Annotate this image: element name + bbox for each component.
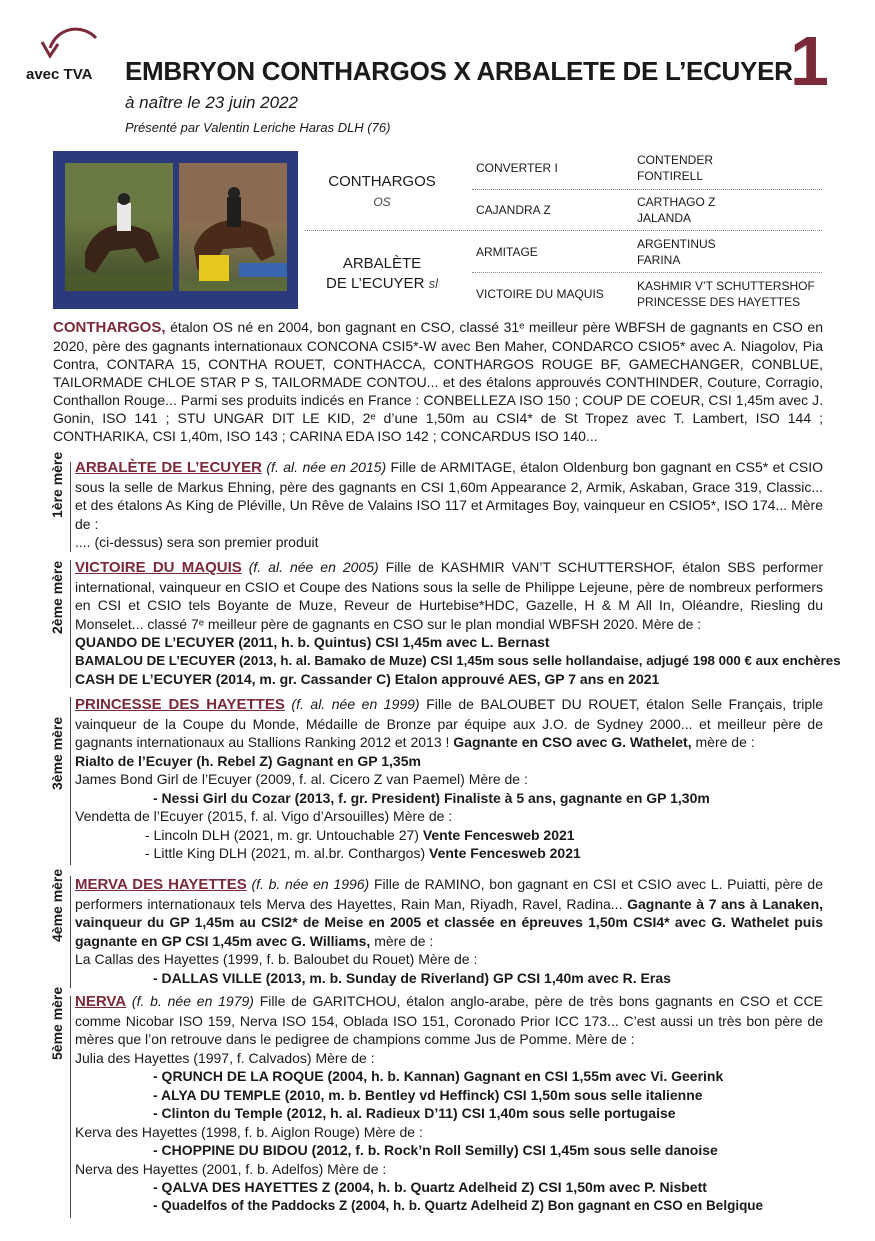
pedigree-g3-8: PRINCESSE DES HAYETTES (637, 295, 801, 309)
section-divider (70, 462, 71, 552)
mother-section-4: MERVA DES HAYETTES (f. b. née en 1996) Fille de RAMINO, bon gagnant en CSI et CSIO avec L. Puiatti, père de performers internationaux tels Merva des Hayettes, Rain Man, Riyadh, Ravel, Radina... Gagnante à 7 ans à Lanaken, vainqueur du GP 1,45m au CSI2* de Meise en 2005 et classée en épreuves 1,50m CSI4* avec G. Wathelet puis gagnante en GP CSI 1,45m avec G. Williams, mère de : La Callas des Hayettes (1999, f. b. Baloubet du Rouet) Mère de : - DALLAS VILLE (2013, m. b. Sunday de Riverland) GP CSI 1,40m avec R. Eras (75, 876, 824, 986)
section-divider (70, 876, 71, 988)
tva-label: avec TVA (26, 66, 93, 83)
photo-frame (53, 151, 298, 309)
pedigree-dam-line2: DE L’ECUYER sl (326, 275, 438, 292)
pedigree-sire-breed: OS (373, 195, 391, 209)
pedigree-g2-2: CAJANDRA Z (476, 203, 551, 217)
pedigree-g3-4: JALANDA (637, 211, 692, 225)
pedigree-g3-7: KASHMIR V’T SCHUTTERSHOF (637, 279, 815, 293)
mother-label-4: 4ème mère (49, 868, 65, 942)
pedigree-g3-3: CARTHAGO Z (637, 195, 716, 209)
presenter: Présenté par Valentin Leriche Haras DLH (76) (125, 120, 391, 135)
pedigree-g3-2: FONTIRELL (637, 169, 704, 183)
section-divider (70, 560, 71, 688)
pedigree-g3-5: ARGENTINUS (637, 237, 716, 251)
horse-photo-1 (65, 163, 173, 291)
pedigree-sire: CONTHARGOS (328, 173, 436, 190)
mother-label-1: 1ère mère (49, 451, 65, 518)
pedigree-divider (472, 189, 822, 190)
pedigree-g2-4: VICTOIRE DU MAQUIS (476, 287, 604, 301)
pedigree-divider (305, 230, 822, 231)
mother-label-3: 3ème mère (49, 716, 65, 790)
pedigree-divider (472, 272, 822, 273)
section-divider (70, 697, 71, 865)
page-title: EMBRYON CONTHARGOS X ARBALETE DE L’ECUYER (125, 56, 793, 86)
pedigree-g3-6: FARINA (637, 253, 681, 267)
pedigree-g3-1: CONTENDER (637, 153, 714, 167)
lot-number: 1 (790, 22, 829, 100)
sire-description: CONTHARGOS, étalon OS né en 2004, bon gagnant en CSO, classé 31ᵉ meilleur père WBFSH de gagnants en CSO en 2020, père des gagnants internationaux CONCONA CSI5*-W avec Ben Maher, CONDARCO CSIO5* avec A. Niagolov, Pia Contra, CONTARA 15, CONTHA ROUET, CONTHACCA, CONTHARGOS ROUGE BF, GAMECHANGER, CONBLUE, TAILORMADE CHLOE STAR P S, TAILORMADE CONTOU... et des étalons approuvés CONTHINDER, Couture, Corragio, Conthallon Rouge... Parmi ses produits indicés en France : CONBELLEZA ISO 150 ; COUP DE COEUR, CSI 1,45m avec J. Gonin, ISO 141 ; STU UNGAR DIT LE KID, 2ᵉ d’une 1,50m au CSI4* de St Tropez avec T. Lambert, ISO 144 ; CONTHARIKA, CSI 1,40m, ISO 143 ; CARINA EDA ISO 142 ; CONCARDUS ISO 140... (53, 319, 823, 444)
mother-section-5: NERVA (f. b. née en 1979) Fille de GARITCHOU, étalon anglo-arabe, père de très bons gagnants en CSO et CCE comme Nicobar ISO 159, Nerva ISO 154, Oblada ISO 151, Coronado Prior ICC 173... C’est aussi un très bon père de mères que l’on retrouve dans le pedigree de champions comme Jus de Pomme. Mère de : Julia des Hayettes (1997, f. Calvados) Mère de : - QRUNCH DE LA ROQUE (2004, h. b. Kannan) Gagnant en CSI 1,55m avec Vi. Geerink - ALYA DU TEMPLE (2010, m. b. Bentley vd Heffinck) CSI 1,50m sous selle italienne - Clinton du Temple (2012, h. al. Radieux D’11) CSI 1,40m sous selle portugaise Kerva des Hayettes (1998, f. b. Aiglon Rouge) Mère de : - CHOPPINE DU BIDOU (2012, f. b. Rock’n Roll Semilly) CSI 1,45m sous selle danoise Nerva des Hayettes (2001, f. b. Adelfos) Mère de : - QALVA DES HAYETTES Z (2004, h. b. Quartz Adelheid Z) CSI 1,50m avec P. Nisbett - Quadelfos of the Paddocks Z (2004, h. b. Quartz Adelheid Z) Bon gagnant en CSO en Belgique (75, 993, 823, 1213)
pedigree-g2-1: CONVERTER I (476, 161, 558, 175)
pedigree-dam-line1: ARBALÈTE (342, 255, 422, 272)
mother-label-2: 2ème mère (49, 560, 65, 634)
mother-section-1: ARBALÈTE DE L’ECUYER (f. al. née en 2015) Fille de ARMITAGE, étalon Oldenburg bon gagnant en CS5* et CSIO sous la selle de Markus Ehning, père des gagnants en CSI 1,60m Appearance 2, Armik, Askaban, Grace 319, Classic... et des étalons As King de Pléville, Un Rêve de Valains ISO 117 et Armitages Boy, vainqueur en CSIO5*, ISO 174... Mère de : .... (ci-dessus) sera son premier produit (75, 459, 823, 550)
mother-section-3: PRINCESSE DES HAYETTES (f. al. née en 1999) Fille de BALOUBET DU ROUET, étalon Selle Français, triple vainqueur de la Coupe du Monde, Médaille de Bronze par équipe aux J.O. de Sydney 2000... et meilleur père de gagnants internationaux au Stallions Ranking 2012 et 2013 ! Gagnante en CSO avec G. Wathelet, mère de : Rialto de l’Ecuyer (h. Rebel Z) Gagnant en GP 1,35m James Bond Girl de l’Ecuyer (2009, f. al. Cicero Z van Paemel) Mère de : - Nessi Girl du Cozar (2013, f. gr. President) Finaliste à 5 ans, gagnante en GP 1,30m Vendetta de l’Ecuyer (2015, f. al. Vigo d’Arsouilles) Mère de : - Lincoln DLH (2021, m. gr. Untouchable 27) Vente Fencesweb 2021 - Little King DLH (2021, m. al.br. Conthargos) Vente Fencesweb 2021 (75, 696, 824, 861)
mother-section-2: VICTOIRE DU MAQUIS (f. al. née en 2005) Fille de KASHMIR VAN’T SCHUTTERSHOF, étalon SBS performer international, vainqueur en CSIO et Coupe des Nations sous la selle de Philippe Lejeune, père de nombreux performers en CSI et CSIO tels Boyante de Muze, Reveur de Hurtebise*HDC, Gazelle, H & M All In, Oléandre, Riesling du Monselet... classé 7ᵉ meilleur père de gagnants en CSO sur le plan mondial WBFSH 2020. Mère de : QUANDO DE L’ECUYER (2011, h. b. Quintus) CSI 1,45m avec L. Bernast BAMALOU DE L’ECUYER (2013, h. al. Bamako de Muze) CSI 1,45m sous selle hollandaise, adjugé 198 000 € aux enchères CASH DE L’ECUYER (2014, m. gr. Cassander C) Etalon approuvé AES, GP 7 ans en 2021 (75, 559, 841, 687)
sire-name: CONTHARGOS, (53, 319, 166, 336)
curved-arrow-icon (38, 24, 102, 64)
birth-date: à naître le 23 juin 2022 (125, 93, 298, 112)
horse-photo-2 (179, 163, 287, 291)
pedigree-g2-3: ARMITAGE (476, 245, 538, 259)
mother-label-5: 5ème mère (49, 986, 65, 1060)
section-divider (70, 996, 71, 1218)
